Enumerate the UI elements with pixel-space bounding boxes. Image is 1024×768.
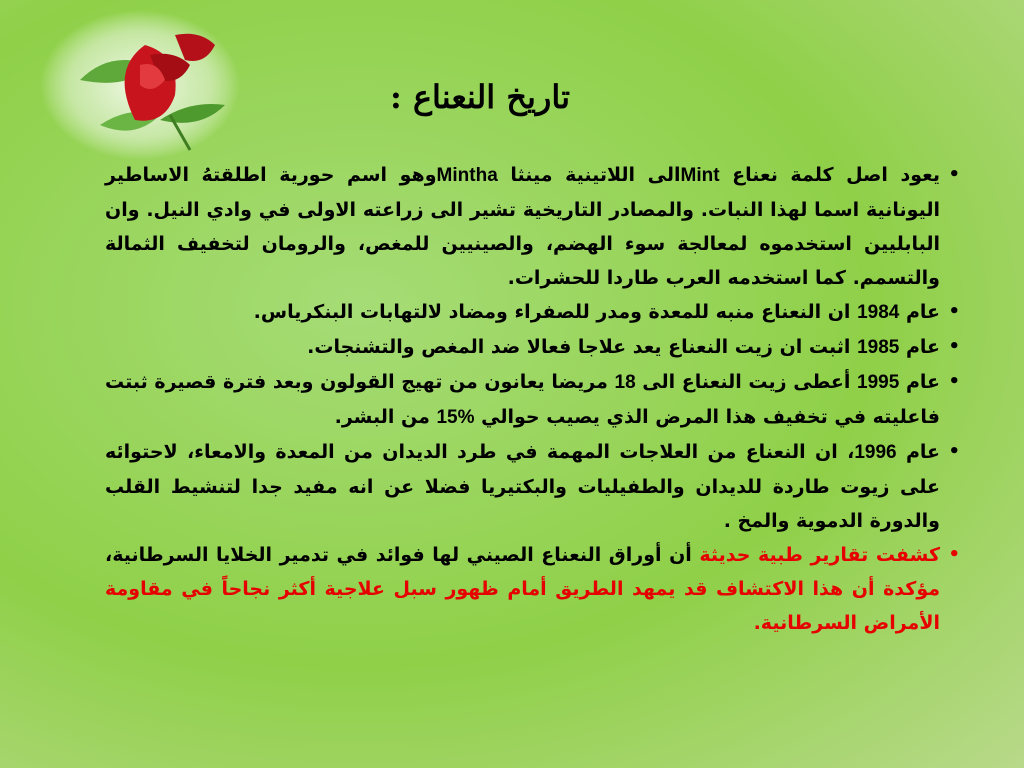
bullet-text: 1985 (857, 337, 900, 358)
bullet-list (105, 158, 960, 640)
bullet-text: مؤكدة أن هذا الاكتشاف قد يمهد الطريق أمام ظهور سبل علاجية أكثر نجاحاً في مقاومة الأمراض السرطانية. (105, 578, 940, 634)
bullet-text: كشفت تقارير طبية حديثة (699, 544, 940, 566)
bullet-text: 1996 (854, 442, 897, 463)
bullet-text: عام (899, 371, 940, 393)
bullet-icon: • (948, 544, 960, 565)
bullet-item (105, 295, 960, 330)
bullet-text: عام (899, 336, 940, 358)
bullet-item (105, 330, 960, 365)
bullet-text: Mint (680, 165, 720, 186)
rose-icon (40, 10, 240, 160)
bullet-text: 1995 (857, 372, 900, 393)
bullet-text: 18 (614, 372, 636, 393)
bullet-text: من البشر. (334, 406, 437, 428)
bullet-text: مريضا يعانون من تهيج القولون وبعد فترة قصيرة ثبتت فاعليته في تخفيف هذا المرض الذي يصيب حوالي (105, 371, 940, 428)
bullet-item (105, 158, 960, 295)
bullet-text: 1984 (857, 302, 900, 323)
bullet-item (105, 435, 960, 538)
bullet-icon: • (948, 164, 960, 185)
bullet-text: ، ان النعناع من العلاجات المهمة في طرد الديدان من المعدة والامعاء، لاحتوائه على زيوت طاردة للديدان والطفيليات والبكتيريا فضلا عن انه مفيد جدا لتنشيط القلب والدورة الدموية والمخ . (105, 441, 940, 532)
bullet-text: وهو اسم حورية اطلقتهُ الاساطير اليونانية اسما لهذا النبات. والمصادر التاريخية تشير الى زراعته الاولى في وادي النيل. وان البابليين استخدموه لمعالجة سوء الهضم، والصينيين للمغص، والرومان لتخفيف الثمالة والتسمم. كما استخدمه العرب طاردا للحشرات. (105, 164, 940, 289)
bullet-text: أن أوراق النعناع الصيني لها فوائد في تدمير الخلايا السرطانية، (105, 544, 700, 566)
slide-title: تاريخ النعناع : (390, 78, 570, 116)
bullet-icon: • (948, 336, 960, 357)
bullet-text: عام (896, 441, 941, 463)
bullet-icon: • (948, 371, 960, 392)
bullet-text: 15% (436, 407, 475, 428)
bullet-text: اثبت ان زيت النعناع يعد علاجا فعالا ضد المغص والتشنجات. (307, 336, 858, 358)
bullet-text: الى اللاتينية مينثا (497, 164, 681, 186)
bullet-icon: • (948, 301, 960, 322)
bullet-text: Mintha (436, 165, 498, 186)
slide-content (105, 158, 960, 640)
bullet-item (105, 538, 960, 640)
bullet-item (105, 365, 960, 435)
bullet-text: ان النعناع منبه للمعدة ومدر للصفراء ومضاد لالتهابات البنكرياس. (253, 301, 858, 323)
bullet-text: أعطى زيت النعناع الى (635, 371, 858, 393)
bullet-icon: • (948, 441, 960, 462)
bullet-text: يعود اصل كلمة نعناع (719, 164, 940, 186)
bullet-text: عام (899, 301, 940, 323)
